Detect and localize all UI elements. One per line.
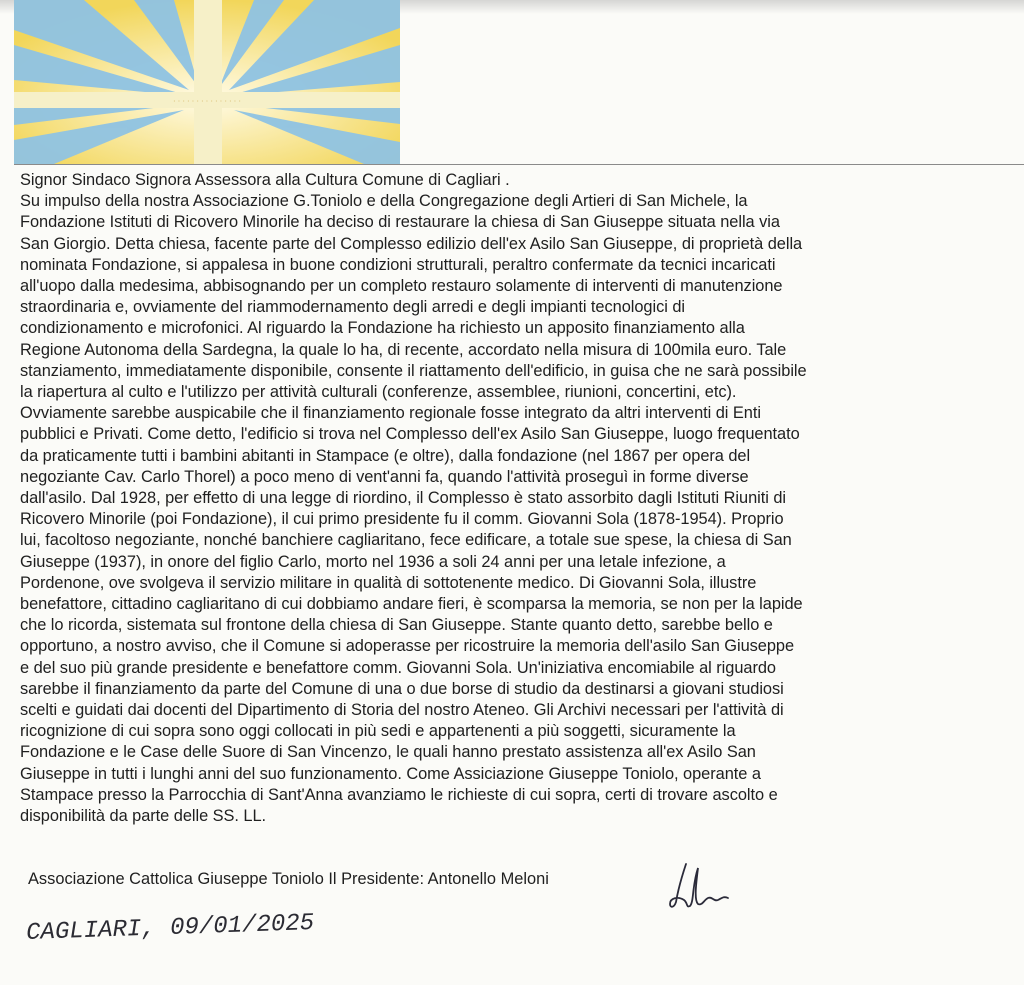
letter-line: scelti e guidati dai docenti del Dipartimento di Storia del nostro Ateneo. Gli Archivi necessari per l'attività di bbox=[20, 701, 784, 720]
letter-line: Pordenone, ove svolgeva il servizio militare in qualità di sottotenente medico. Di Giovanni Sola, illustre bbox=[20, 573, 757, 592]
letter-line: dall'asilo. Dal 1928, per effetto di una legge di riordino, il Complesso è stato assorbito dagli Istituti Riuniti di bbox=[20, 489, 786, 508]
letter-greeting: Signor Sindaco Signora Assessora alla Cultura Comune di Cagliari . bbox=[20, 171, 510, 189]
letter-line: nominata Fondazione, si appalesa in buone condizioni strutturali, peraltro confermate da tecnici incaricati bbox=[20, 255, 776, 274]
letter-line: pubblici e Privati. Come detto, l'edificio si trova nel Complesso dell'ex Asilo San Giuseppe, luogo frequentato bbox=[20, 425, 800, 444]
signature-line: Associazione Cattolica Giuseppe Toniolo Il Presidente: Antonello Meloni bbox=[28, 870, 549, 888]
header-emblem-image bbox=[14, 0, 400, 164]
letter-line: Stampace presso la Parrocchia di Sant'Anna avanziamo le richieste di cui sopra, certi di trovare ascolto e bbox=[20, 785, 778, 804]
header-divider bbox=[14, 164, 1024, 165]
letter-line: opportuno, a nostro avviso, che il Comune si adoperasse per ricostruire la memoria dell'asilo San Giuseppe bbox=[20, 637, 795, 656]
letter-line: e del suo più grande presidente e benefattore comm. Giovanni Sola. Un'iniziativa encomiabile al riguardo bbox=[20, 658, 776, 677]
handwritten-date-text: CAGLIARI, 09/01/2025 bbox=[25, 909, 315, 948]
letter-body bbox=[20, 170, 1016, 827]
handwritten-signature bbox=[664, 856, 744, 921]
letter-line: da praticamente tutti i bambini abitanti in Stampace (e oltre), dalla fondazione (nel 1867 per opera del bbox=[20, 446, 751, 465]
letter-line: Ovviamente sarebbe auspicabile che il finanziamento regionale fosse integrato da altri interventi di Enti bbox=[20, 404, 761, 423]
letter-line: negoziante Cav. Carlo Thorel) a poco meno di vent'anni fa, quando l'attività proseguì in forme diverse bbox=[20, 467, 749, 486]
letter-line: sarebbe il finanziamento da parte del Comune di una o due borse di studio da destinarsi a giovani studiosi bbox=[20, 679, 784, 698]
letter-line: lui, facoltoso negoziante, nonché banchiere cagliaritano, fece edificare, a totale sue spese, la chiesa di San bbox=[20, 531, 792, 550]
letter-line: Giuseppe (1937), in onore del figlio Carlo, morto nel 1936 a soli 24 anni per una letale infezione, a bbox=[20, 552, 726, 571]
letter-line: Fondazione e le Case delle Suore di San Vincenzo, le quali hanno prestato assistenza all'ex Asilo San bbox=[20, 743, 756, 762]
letter-line: Regione Autonoma della Sardegna, la quale lo ha, di recente, accordato nella misura di 100mila euro. Tale bbox=[20, 340, 787, 359]
letter-line: ricognizione di cui sopra sono oggi collocati in più sedi e appartenenti a più soggetti, sicuramente la bbox=[20, 722, 736, 741]
letter-line: benefattore, cittadino cagliaritano di cui dobbiamo andare fieri, è scomparsa la memoria, se non per la lapide bbox=[20, 595, 803, 614]
letter-line: che lo ricorda, sistemata sul frontone della chiesa di San Giuseppe. Stante quanto detto, sarebbe bello e bbox=[20, 616, 773, 635]
letter-line: Giuseppe in tutti i lunghi anni del suo funzionamento. Come Assiciazione Giuseppe Toniolo, operante a bbox=[20, 764, 761, 783]
sun-rays-cross-icon bbox=[14, 0, 400, 164]
letter-line: la riapertura al culto e l'utilizzo per attività culturali (conferenze, assemblee, riunioni, concertini, etc). bbox=[20, 383, 737, 402]
svg-text:· · · · · · · · · · · · · · ·: · · · · · · · · · · · · · · · bbox=[173, 97, 241, 106]
letter-line: San Giorgio. Detta chiesa, facente parte del Complesso edilizio dell'ex Asilo San Giuseppe, di proprietà della bbox=[20, 234, 803, 253]
handwritten-date bbox=[20, 900, 320, 955]
letter-line: Fondazione Istituti di Ricovero Minorile ha deciso di restaurare la chiesa di San Giuseppe situata nella via bbox=[20, 213, 780, 232]
letter-line: straordinaria e, ovviamente del riammodernamento degli arredi e degli impianti tecnologici di bbox=[20, 298, 685, 317]
letter-line: disponibilità da parte delle SS. LL. bbox=[20, 807, 267, 826]
letter-line: Ricovero Minorile (poi Fondazione), il cui primo presidente fu il comm. Giovanni Sola (1878-1954). Proprio bbox=[20, 510, 784, 529]
letter-line: condizionamento e microfonici. Al riguardo la Fondazione ha richiesto un apposito finanziamento alla bbox=[20, 319, 745, 338]
letter-line: all'uopo dalla medesima, abbisognando per un completo restauro solamente di interventi di manutenzione bbox=[20, 277, 783, 296]
letter-line: stanziamento, immediatamente disponibile, consente il riattamento dell'edificio, in guisa che ne sarà possibile bbox=[20, 361, 807, 380]
letter-line: Su impulso della nostra Associazione G.Toniolo e della Congregazione degli Artieri di San Michele, la bbox=[20, 192, 748, 211]
